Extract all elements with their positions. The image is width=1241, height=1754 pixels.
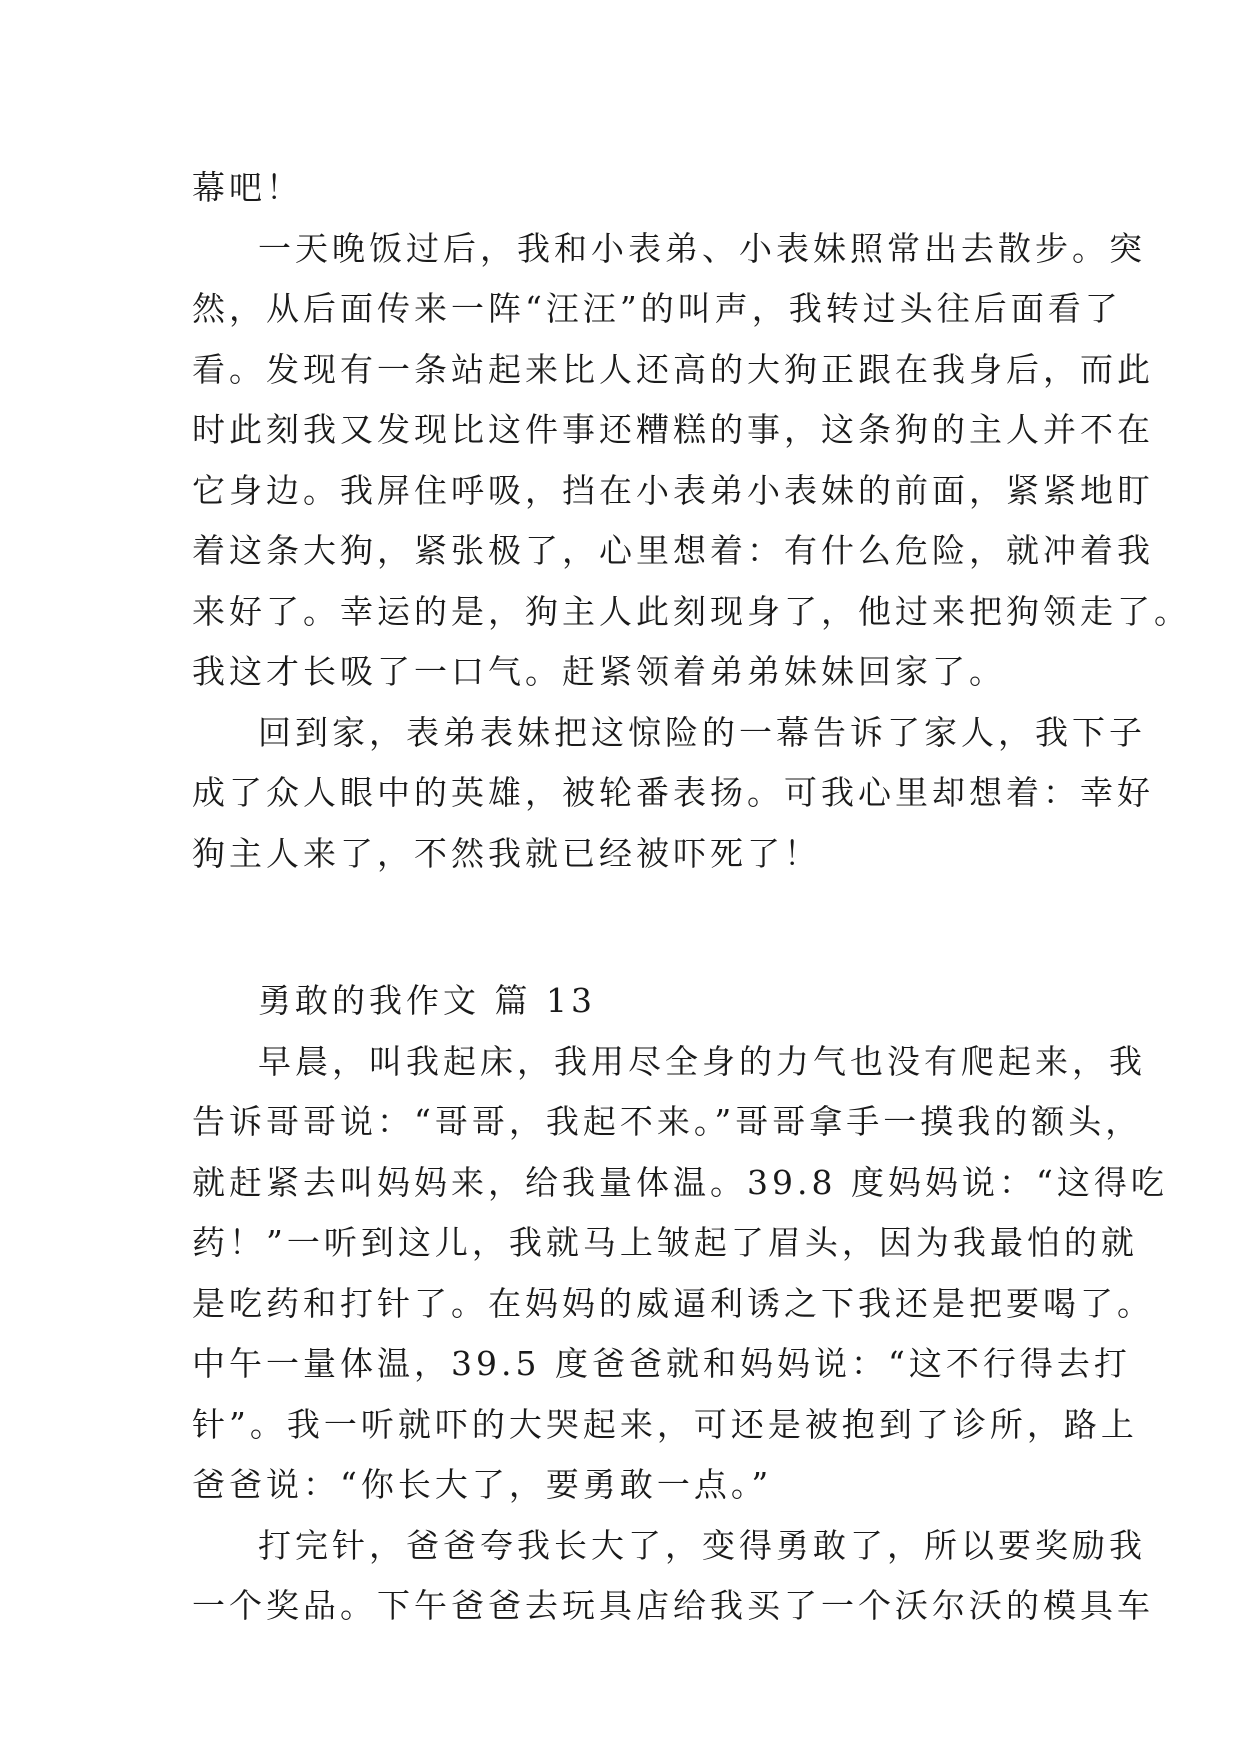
paragraph-start-line: 早晨，叫我起床，我用尽全身的力气也没有爬起来，我 — [258, 1041, 1146, 1081]
paragraph-start-line: 打完针，爸爸夸我长大了，变得勇敢了，所以要奖励我 — [258, 1525, 1146, 1565]
text-line: 幕吧！ — [192, 168, 303, 207]
text-line: 来好了。幸运的是，狗主人此刻现身了，他过来把狗领走了。 — [192, 591, 1191, 631]
text-line: 看。发现有一条站起来比人还高的大狗正跟在我身后，而此 — [192, 349, 1154, 389]
text-line: 狗主人来了，不然我就已经被吓死了！ — [192, 833, 821, 873]
paragraph-start-line: 一天晚饭过后，我和小表弟、小表妹照常出去散步。突 — [258, 228, 1146, 268]
section-title: 勇敢的我作文 篇 13 — [258, 981, 596, 1020]
text-line: 中午一量体温，39.5 度爸爸就和妈妈说：“这不行得去打 — [192, 1344, 1131, 1383]
text-line: 它身边。我屏住呼吸，挡在小表弟小表妹的前面，紧紧地盯 — [192, 470, 1154, 510]
text-line: 是吃药和打针了。在妈妈的威逼利诱之下我还是把要喝了。 — [192, 1283, 1154, 1323]
text-line: 一个奖品。下午爸爸去玩具店给我买了一个沃尔沃的模具车 — [192, 1586, 1154, 1625]
text-line: 针”。我一听就吓的大哭起来，可还是被抱到了诊所，路上 — [192, 1404, 1138, 1444]
text-line: 然，从后面传来一阵“汪汪”的叫声，我转过头往后面看了 — [192, 289, 1122, 328]
text-line: 时此刻我又发现比这件事还糟糕的事，这条狗的主人并不在 — [192, 410, 1154, 449]
text-line: 就赶紧去叫妈妈来，给我量体温。39.8 度妈妈说：“这得吃 — [192, 1162, 1168, 1202]
text-line: 药！”一听到这儿，我就马上皱起了眉头，因为我最怕的就 — [192, 1223, 1138, 1262]
document-body — [192, 158, 1191, 1637]
text-line: 我这才长吸了一口气。赶紧领着弟弟妹妹回家了。 — [192, 652, 1006, 691]
paragraph-start-line: 回到家，表弟表妹把这惊险的一幕告诉了家人，我下子 — [258, 712, 1146, 752]
text-line: 告诉哥哥说：“哥哥，我起不来。”哥哥拿手一摸我的额头， — [192, 1102, 1143, 1141]
text-line: 着这条大狗，紧张极了，心里想着：有什么危险，就冲着我 — [192, 531, 1154, 570]
section-spacer — [192, 884, 1052, 971]
text-line: 成了众人眼中的英雄，被轮番表扬。可我心里却想着：幸好 — [192, 773, 1154, 812]
text-line: 爸爸说：“你长大了，要勇敢一点。” — [192, 1465, 773, 1504]
